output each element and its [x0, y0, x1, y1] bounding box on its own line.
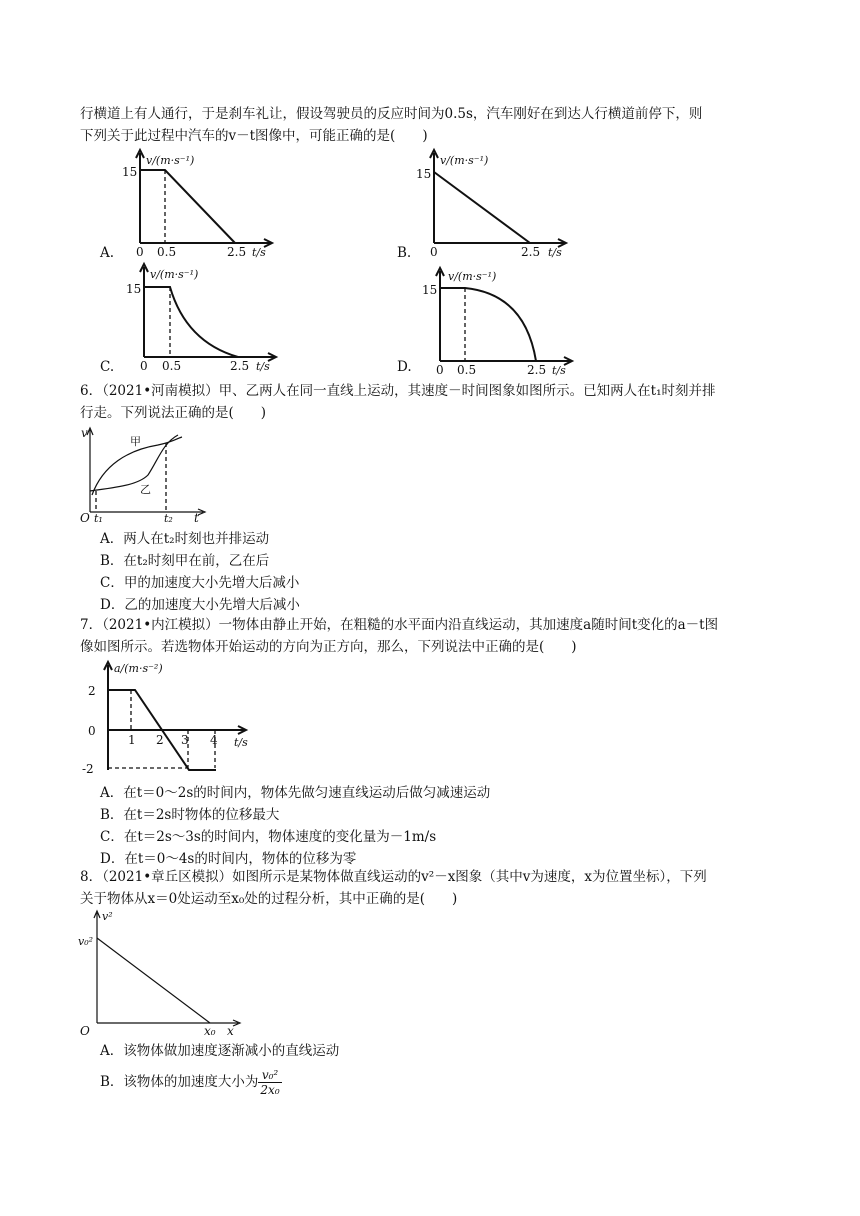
q5-option-c-letter: C.	[100, 359, 115, 375]
q6-stem-line1: 6．（2021•河南模拟）甲、乙两人在同一直线上运动，其速度－时间图象如图所示。已知两人在t₁时刻并排	[80, 383, 716, 399]
fraction-denominator: 2x₀	[260, 1083, 280, 1097]
curve-jia-label: 甲	[130, 435, 141, 448]
y-tick: 15	[126, 282, 142, 296]
q5-option-d-letter: D.	[397, 359, 412, 375]
y-label: v/(m·s⁻¹)	[146, 154, 195, 167]
y-tick: 15	[422, 283, 438, 297]
q8-option-a: A．该物体做加速度逐渐减小的直线运动	[100, 1043, 340, 1059]
q5-option-b-letter: B.	[397, 245, 412, 261]
v-axis-label: v	[81, 426, 88, 440]
q7-option-a: A．在t＝0～2s的时间内，物体先做匀速直线运动后做匀减速运动	[100, 785, 491, 801]
q6-option-a: A．两人在t₂时刻也并排运动	[100, 531, 270, 547]
q5-option-a-letter: A.	[100, 245, 115, 261]
fraction-numerator: v₀²	[258, 1068, 281, 1083]
q8-option-b-text: B．该物体的加速度大小为	[100, 1074, 259, 1090]
y-label: v/(m·s⁻¹)	[448, 270, 497, 283]
x0-tick: x₀	[204, 1024, 216, 1038]
q6-option-c: C．甲的加速度大小先增大后减小	[100, 575, 300, 591]
q5-graph-d	[422, 266, 580, 377]
q8-v2x-graph	[78, 908, 258, 1038]
origin-label: 0	[140, 359, 148, 373]
q8-stem-line2: 关于物体从x＝0处运动至x₀处的过程分析，其中正确的是( )	[80, 891, 458, 907]
q5-graph-c	[126, 262, 284, 373]
y-tick-minus2: -2	[82, 762, 94, 776]
origin-label: 0	[436, 363, 444, 377]
x-tick-4: 4	[210, 733, 218, 747]
x-tick-3: 3	[181, 733, 189, 747]
y-tick-2: 2	[88, 684, 96, 698]
v0sq-tick: v₀²	[78, 935, 94, 948]
a-axis-label: a/(m·s⁻²)	[114, 662, 163, 675]
q5-graph-a	[122, 148, 280, 259]
x-label: t/s	[252, 246, 266, 259]
x-label: t/s	[548, 246, 562, 259]
q7-at-graph	[84, 660, 264, 780]
t2-label: t₂	[164, 512, 173, 525]
y-label: v/(m·s⁻¹)	[150, 268, 199, 281]
x-label: t/s	[256, 360, 270, 373]
y-tick: 15	[122, 165, 138, 179]
origin-label: O	[80, 511, 90, 525]
x-axis-label: x	[227, 1024, 234, 1038]
x-tick-1: 1	[128, 733, 136, 747]
q7-stem-line1: 7．（2021•内江模拟）一物体由静止开始，在粗糙的水平面内沿直线运动，其加速度a随时间t变化的a－t图	[80, 617, 719, 633]
t-axis-label: t	[194, 511, 199, 525]
q5-graph-b	[416, 148, 574, 259]
q5-stem-line1: 行横道上有人通行，于是刹车礼让，假设驾驶员的反应时间为0.5s，汽车刚好在到达人行横道前停下，则	[80, 106, 703, 122]
x-tick-25: 2.5	[527, 363, 547, 377]
x-label: t/s	[552, 364, 566, 377]
q8-option-b	[100, 1068, 282, 1097]
q6-option-b: B．在t₂时刻甲在前，乙在后	[100, 553, 270, 569]
x-tick-25: 2.5	[230, 359, 250, 373]
q6-option-d: D．乙的加速度大小先增大后减小	[100, 597, 300, 613]
q5-stem-line2: 下列关于此过程中汽车的v－t图像中，可能正确的是( )	[80, 128, 428, 144]
origin-label: O	[80, 1024, 90, 1038]
q7-option-d: D．在t＝0～4s的时间内，物体的位移为零	[100, 851, 357, 867]
q7-option-c: C．在t＝2s～3s的时间内，物体速度的变化量为－1m/s	[100, 829, 437, 845]
q6-stem-line2: 行走。下列说法正确的是( )	[80, 405, 267, 421]
v2-axis-label: v²	[102, 910, 113, 923]
x-tick-05: 0.5	[157, 245, 177, 259]
t-axis-label: t/s	[234, 736, 248, 749]
y-tick: 15	[416, 167, 432, 181]
y-tick-0: 0	[88, 724, 96, 738]
x-tick-25: 2.5	[227, 245, 247, 259]
x-tick-05: 0.5	[457, 363, 477, 377]
curve-yi-label: 乙	[140, 483, 151, 496]
origin-label: 0	[430, 245, 438, 259]
q7-option-b: B．在t＝2s时物体的位移最大	[100, 807, 280, 823]
x-tick-25: 2.5	[521, 245, 541, 259]
x-tick-2: 2	[156, 733, 164, 747]
q8-stem-line1: 8．（2021•章丘区模拟）如图所示是某物体做直线运动的v²－x图象（其中v为速度，x为位置坐标），下列	[80, 869, 707, 885]
t1-label: t₁	[94, 512, 103, 525]
q7-stem-line2: 像如图所示。若选物体开始运动的方向为正方向，那么，下列说法中正确的是( )	[80, 639, 577, 655]
fraction	[258, 1068, 281, 1097]
origin-label: 0	[136, 245, 144, 259]
q6-vt-graph	[78, 425, 218, 525]
y-label: v/(m·s⁻¹)	[440, 154, 489, 167]
x-tick-05: 0.5	[162, 359, 182, 373]
